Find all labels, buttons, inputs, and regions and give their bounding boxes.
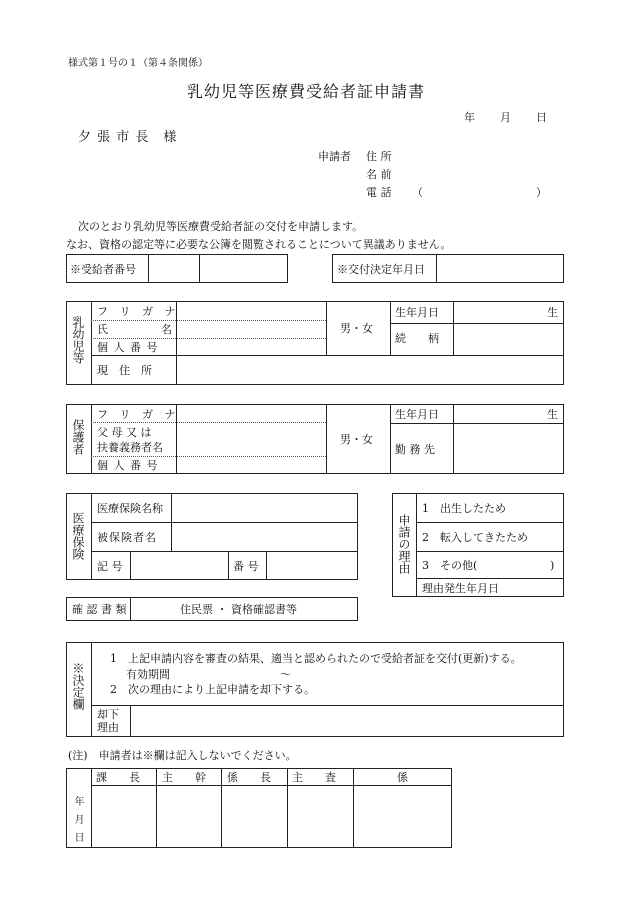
note: (注) 申請者は※欄は記入しないでください。 xyxy=(68,749,297,762)
date-month: 月 xyxy=(500,111,511,124)
guardian-section-label: 保護者 xyxy=(71,419,85,455)
addressee: 夕 張 市 長 様 xyxy=(78,130,178,145)
decision-section-label: ※決定欄 xyxy=(71,662,85,710)
child-address-label: 現 住 所 xyxy=(97,364,152,377)
reason-3: 3 その他( xyxy=(422,559,478,572)
recipient-number-label: ※受給者番号 xyxy=(70,263,136,276)
applicant-address-label: 住 所 xyxy=(366,150,392,163)
approval-header-section-chief: 課 長 xyxy=(96,771,140,784)
date-year: 年 xyxy=(464,111,475,124)
confirmation-docs-label: 確 認 書 類 xyxy=(72,603,127,616)
guardian-sex: 男・女 xyxy=(340,433,373,446)
child-birth-suffix: 生 xyxy=(547,306,558,319)
guardian-birth-label: 生年月日 xyxy=(395,408,439,421)
insurance-symbol-label: 記 号 xyxy=(97,560,123,573)
form-number: 様式第１号の１（第４条関係） xyxy=(68,58,208,69)
intro-line-2: なお、資格の認定等に必要な公簿を閲覧されることについて異議ありません。 xyxy=(66,238,452,251)
insured-name-label: 被保険者名 xyxy=(97,531,157,544)
guardian-furigana-label: フ リ ガ ナ xyxy=(97,408,180,421)
insurance-section-label: 医療保険 xyxy=(71,512,85,560)
insurance-name-label: 医療保険名称 xyxy=(97,502,163,515)
child-sex: 男・女 xyxy=(340,322,373,335)
approval-header-staff: 係 xyxy=(397,771,408,784)
approval-header-director: 主 幹 xyxy=(162,771,206,784)
applicant-phone-label: 電 話 xyxy=(366,186,392,199)
phone-paren-open: （ xyxy=(412,186,423,199)
guardian-work-label: 勤 務 先 xyxy=(395,443,435,456)
confirmation-docs-value: 住民票 ・ 資格確認書等 xyxy=(180,603,297,616)
decision-period-tilde: ～ xyxy=(280,668,291,681)
reason-section-label: 申請の理由 xyxy=(397,514,411,574)
reason-2: 2 転入してきたため xyxy=(422,531,528,544)
reason-date-label: 理由発生年月日 xyxy=(422,582,499,595)
insurance-number-label: 番 号 xyxy=(233,560,259,573)
decision-period-label: 有効期間 xyxy=(126,668,170,681)
child-name-label-b: 名 xyxy=(161,323,172,336)
guardian-name-label-2: 扶養義務者名 xyxy=(97,441,163,454)
child-name-label-a: 氏 xyxy=(97,323,108,336)
child-relation-label: 続 柄 xyxy=(395,332,439,345)
approval-header-subsection-chief: 係 長 xyxy=(227,771,271,784)
child-personal-number-label: 個 人 番 号 xyxy=(97,341,159,354)
guardian-name-label-1: 父 母 又 は xyxy=(97,426,152,439)
reason-1: 1 出生したため xyxy=(422,502,506,515)
child-furigana-label: フ リ ガ ナ xyxy=(97,305,180,318)
child-birth-label: 生年月日 xyxy=(395,306,439,319)
decision-line-2: 2 次の理由により上記申請を却下する。 xyxy=(110,683,315,696)
page-title: 乳幼児等医療費受給者証申請書 xyxy=(187,82,426,101)
intro-line-1: 次のとおり乳幼児等医療費受給者証の交付を申請します。 xyxy=(78,220,364,233)
decision-line-1: 1 上記申請内容を審査の結果、適当と認められたので受給者証を交付(更新)する。 xyxy=(110,652,522,665)
applicant-label: 申請者 xyxy=(318,150,351,163)
date-day: 日 xyxy=(536,111,547,124)
reject-reason-label-1: 却下 xyxy=(97,708,119,721)
approval-header-inspector: 主 査 xyxy=(292,771,336,784)
phone-paren-close: ） xyxy=(536,186,547,199)
child-section-label: 乳幼児等 xyxy=(71,316,85,364)
applicant-name-label: 名 前 xyxy=(366,168,392,181)
issue-date-label: ※交付決定年月日 xyxy=(337,263,425,276)
reason-3-close: ) xyxy=(550,559,555,572)
guardian-birth-suffix: 生 xyxy=(547,408,558,421)
reject-reason-label-2: 理由 xyxy=(97,721,119,734)
guardian-personal-number-label: 個 人 番 号 xyxy=(97,459,159,472)
approval-date-label: 年月日 xyxy=(72,796,83,850)
